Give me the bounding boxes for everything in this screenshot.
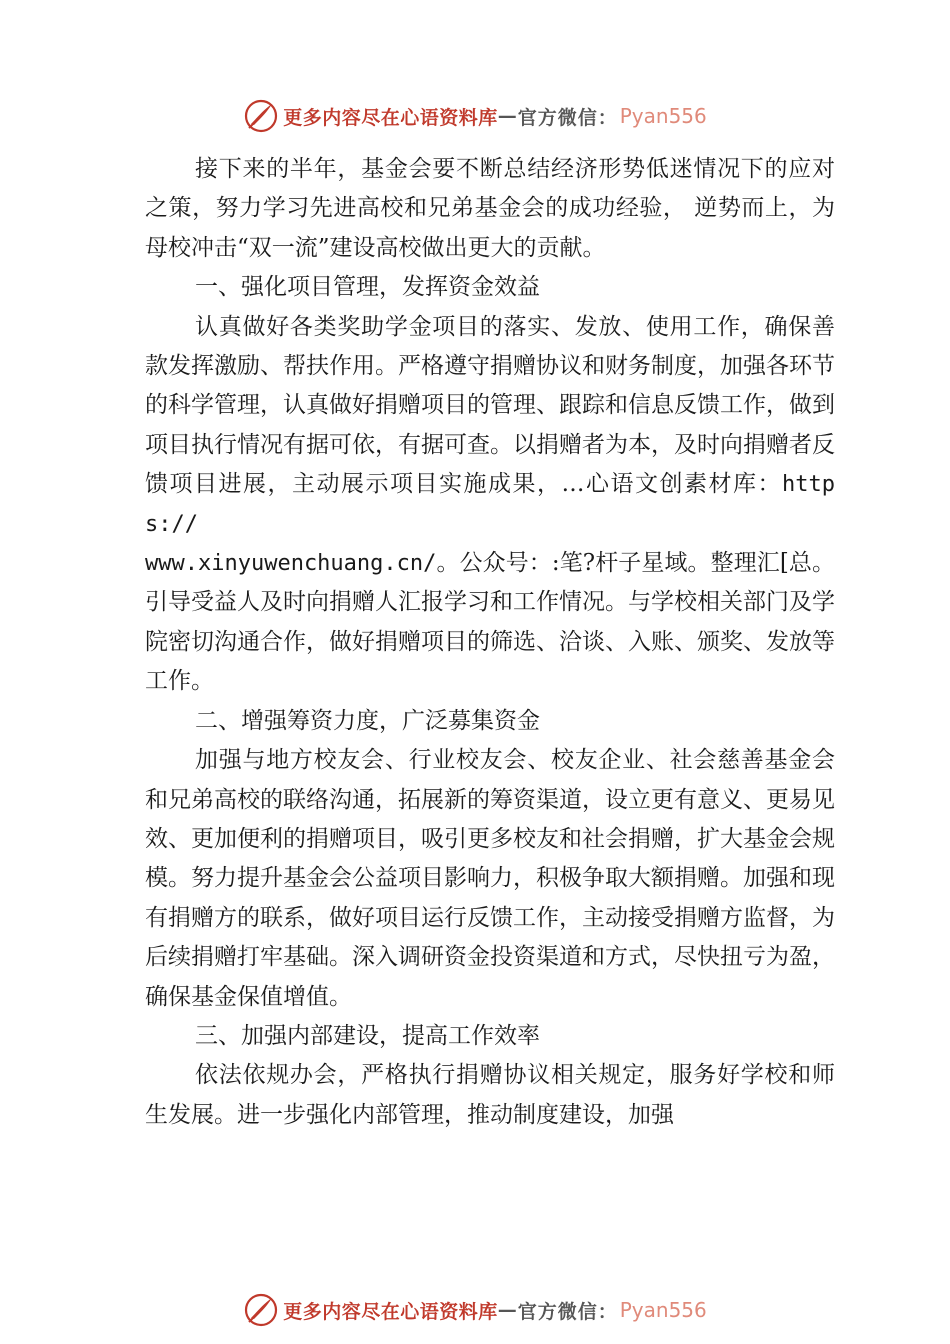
paragraph-section-2: 加强与地方校友会、行业校友会、校友企业、社会慈善基金会和兄弟高校的联络沟通，拓展新的筹资渠道，设立更有意义、更易见效、更加便利的捐赠项目，吸引更多校友和社会捐赠，扩大基金会规模。努力提升基金会公益项目影响力，积极争取大额捐赠。加强和现有捐赠方的联系，做好项目运行反馈工作，主动接受捐赠方监督，为后续捐赠打牢基础。深入调研资金投资渠道和方式，尽快扭亏为盈，确保基金保值增值。 [145, 747, 835, 1010]
header-banner [0, 96, 950, 136]
banner-wechat-label: 官方微信： [517, 106, 618, 129]
banner-brand: 更多内容尽在心语资料库 [283, 1300, 498, 1323]
banner-wechat-id: Pyan556 [619, 104, 707, 128]
paragraph-intro: 接下来的半年，基金会要不断总结经济形势低迷情况下的应对之策，努力学习先进高校和兄弟基金会的成功经验， 逆势而上，为母校冲击“双一流”建设高校做出更大的贡献。 [145, 156, 835, 261]
paragraph-text-after-url: 。公众号：:笔?杆子星域。整理汇[总。引导受益人及时向捐赠人汇报学习和工作情况。与学校相关部门及学院密切沟通合作，做好捐赠项目的筛选、洽谈、入账、颁奖、发放等工作。 [145, 550, 835, 695]
banner-brand: 更多内容尽在心语资料库 [283, 106, 498, 129]
section-heading-3: 三、加强内部建设，提高工作效率 [195, 1022, 540, 1049]
banner-wechat-id: Pyan556 [619, 1298, 707, 1322]
banner-dash: — [497, 1299, 518, 1321]
paragraph-section-3: 依法依规办会，严格执行捐赠协议相关规定，服务好学校和师生发展。进一步强化内部管理，推动制度建设，加强 [145, 1062, 835, 1128]
banner-dash: — [497, 105, 518, 127]
section-heading-2: 二、增强筹资力度，广泛募集资金 [195, 707, 540, 734]
section-heading-1: 一、强化项目管理，发挥资金效益 [195, 274, 540, 301]
quill-logo-icon [243, 1292, 279, 1328]
paragraph-section-1 [145, 308, 835, 702]
banner-wechat-label: 官方微信： [517, 1300, 618, 1323]
url-part-2: www.xinyuwenchuang.cn/ [145, 551, 437, 577]
paragraph-text-before-url: 认真做好各类奖助学金项目的落实、发放、使用工作，确保善款发挥激励、帮扶作用。严格遵守捐赠协议和财务制度，加强各环节的科学管理，认真做好捐赠项目的管理、跟踪和信息反馈工作，做到项目执行情况有据可依，有据可查。以捐赠者为本，及时向捐赠者反馈项目进展，主动展示项目实施成果，…心语文创素材库： [145, 313, 835, 498]
document-body [145, 150, 835, 1135]
url-part-1: https:// [145, 472, 835, 537]
footer-banner [0, 1290, 950, 1330]
quill-logo-icon [243, 98, 279, 134]
